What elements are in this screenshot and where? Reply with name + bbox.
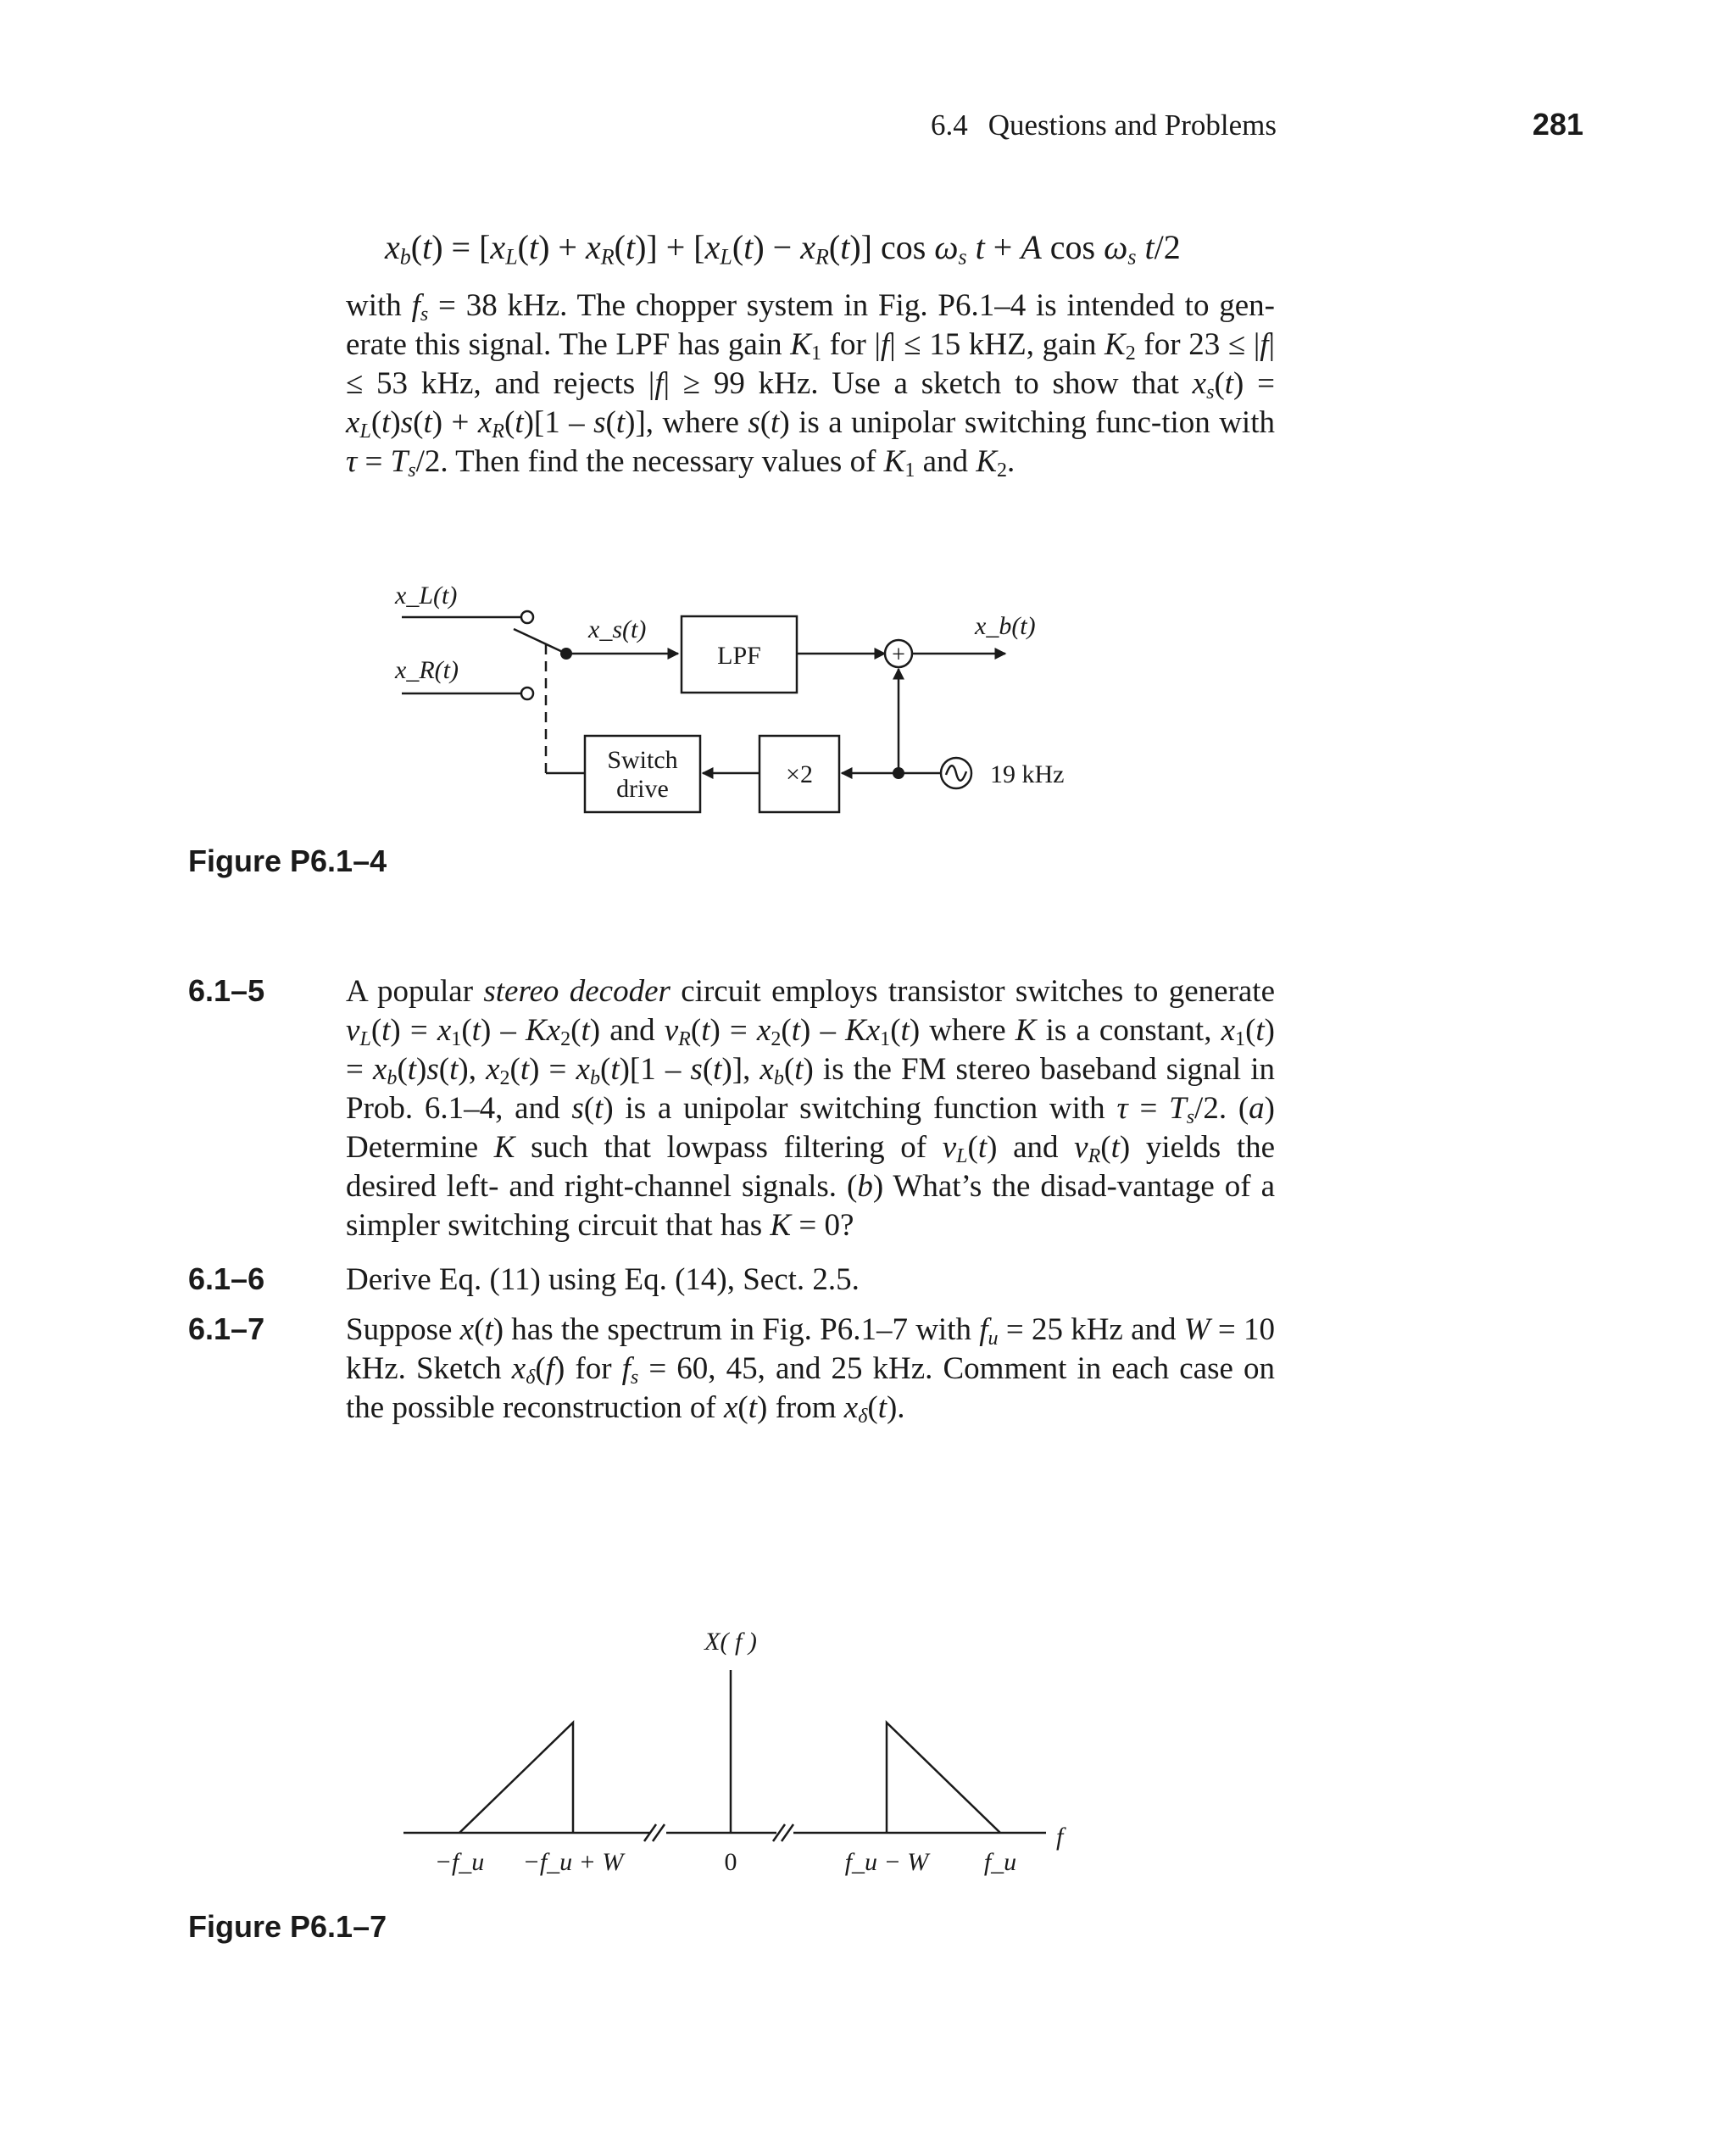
figure-label-p6-1-4: Figure P6.1–4	[188, 843, 387, 878]
continuation-text: with $f_s = 38$ kHz. The chopper system in Fig. P6.1–4 is intended to gen-erate this signal. The LPF has gain $K_1$ for |f| ≤ 15 kHZ, gain $K_2$ for 23 ≤ |f| ≤ 53 kHz, and rejects |f| ≥ 99 kHz. Use a sketch to show that $x_s(t) = x_L(t)s(t) + x_R(t)[1 - s(t)]$, where s(t) is a unipolar switching func-tion with $\tau = T_s/2$. Then find the necessary values of $K_1$ and $K_2$.	[346, 288, 1276, 482]
xl-contact	[521, 611, 533, 623]
figure-label-p6-1-7: Figure P6.1–7	[188, 1909, 387, 1944]
tick-label-fu: f_u	[983, 1848, 1017, 1876]
switch-arm	[514, 629, 566, 654]
section-title: Questions and Problems	[988, 109, 1277, 142]
switch-drive-label-2: drive	[616, 775, 669, 803]
xr-input-label: x_R(t)	[395, 656, 459, 684]
xb-output-label: x_b(t)	[975, 612, 1036, 640]
multiplier-label: ×2	[786, 760, 813, 788]
problem-number-6-1-7: 6.1–7	[188, 1311, 265, 1346]
problem-text-6-1-5: A popular stereo decoder circuit employs transistor switches to generate $v_L(t) = x_1(t) - Kx_2(t)$ and $v_R(t) = x_2(t) - Kx_1(t)$ where K is a constant, $x_1(t) = x_b(t)s(t)$, $x_2(t) = x_b(t)[1 - s(t)]$, $x_b(t)$ is the FM stereo baseband signal in Prob. 6.1–4, and s(t) is a unipolar switching function with $\tau = T_s/2$. (a) Determine K such that lowpass filtering of $v_L(t)$ and $v_R(t)$ yields the desired left- and right-channel signals. (b) What’s the disad-vantage of a simpler switching circuit that has K = 0?	[346, 974, 1276, 1243]
adder-symbol: +	[892, 642, 905, 668]
tick-label-fu-minus-w: f_u − W	[844, 1848, 929, 1876]
spectrum-figure	[373, 1602, 1136, 1890]
tick-label-zero: 0	[724, 1848, 737, 1876]
running-header	[931, 109, 1277, 142]
page-number: 281	[1532, 107, 1583, 142]
problem-text-6-1-7: Suppose x(t) has the spectrum in Fig. P6.1–7 with $f_u = 25$ kHz and W = 10 kHz. Sketch $x_\delta(f)$ for $f_s = 60$, 45, and 25 kHz. Comment in each case on the possible reconstruction of x(t) from $x_\delta(t)$.	[346, 1312, 1276, 1428]
switch-pivot-dot	[560, 648, 572, 660]
switch-drive-label-1: Switch	[607, 746, 678, 774]
display-equation: $x_b(t) = [x_L(t) + x_R(t)] + [x_L(t) - x_R(t)]$ $\cos \omega_s$ t + A $\cos \omega_s$ t/2	[385, 228, 1181, 270]
tick-label-neg-fu: −f_u	[434, 1848, 485, 1876]
oscillator-label: 19 kHz	[990, 760, 1065, 788]
problem-number-6-1-6: 6.1–6	[188, 1261, 265, 1296]
positive-freq-triangle	[887, 1723, 1000, 1833]
xl-input-label: x_L(t)	[395, 582, 458, 610]
freq-axis-variable: f	[1056, 1823, 1064, 1851]
xr-contact	[521, 688, 533, 699]
xs-label: x_s(t)	[588, 615, 647, 643]
problem-text-6-1-6: Derive Eq. (11) using Eq. (14), Sect. 2.5.	[346, 1262, 860, 1297]
negative-freq-triangle	[459, 1723, 573, 1833]
spectrum-axis-title: X( f )	[704, 1628, 757, 1656]
lpf-label: LPF	[717, 642, 761, 670]
section-number: 6.4	[931, 109, 968, 142]
tick-label-neg-fu-plus-w: −f_u + W	[522, 1848, 624, 1876]
chopper-block-diagram	[373, 568, 1136, 822]
problem-number-6-1-5: 6.1–5	[188, 973, 265, 1008]
junction-dot	[893, 767, 904, 779]
